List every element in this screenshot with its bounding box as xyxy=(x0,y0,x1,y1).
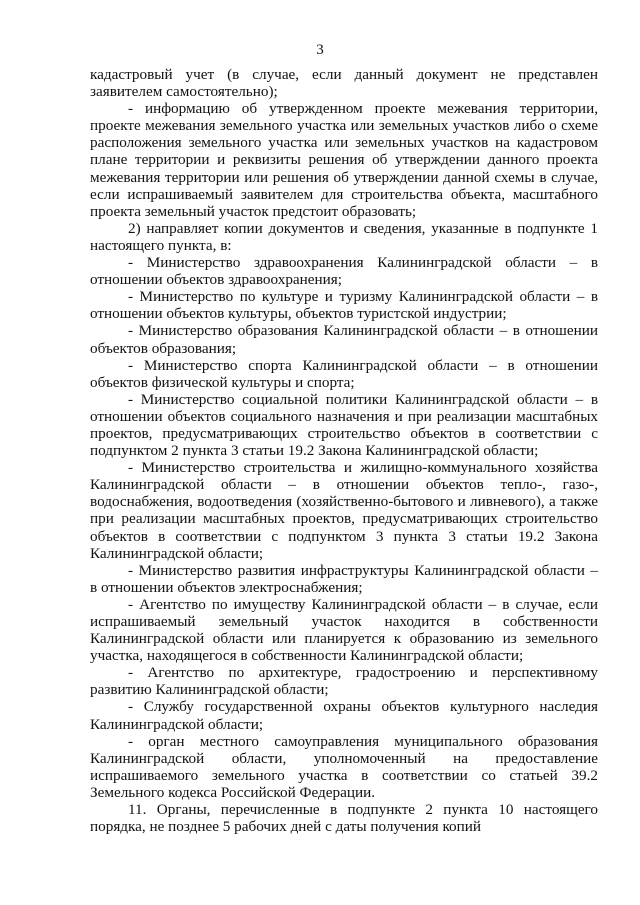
page-number: 3 xyxy=(316,42,324,58)
list-item-ministry-infrastructure: - Министерство развития инфраструктуры Калининградской области – в отношении объектов электроснабжения; xyxy=(90,561,598,596)
list-item-agency-architecture: - Агентство по архитектуре, градостроению и перспективному развитию Калининградской области; xyxy=(90,664,598,699)
list-item-ministry-construction-housing: - Министерство строительства и жилищно-коммунального хозяйства Калининградской области – в отношении объектов тепло-, газо-, водоснабжения, водоотведения (хозяйственно-бытового и ливневого), а также при реализации масштабных проектов, предусматривающих строительство объектов в соответствии с подпунктом 3 пункта 3 статьи 19.2 Закона Калининградской области; xyxy=(90,459,598,562)
paragraph-clause-11: 11. Органы, перечисленные в подпункте 2 пункта 10 настоящего порядка, не позднее 5 рабочих дней с даты получения копий xyxy=(90,801,598,836)
list-item-agency-property: - Агентство по имуществу Калининградской области – в случае, если испрашиваемый земельный участок находится в собственности Калининградской области или планируется к образованию из земельного участка, находящегося в собственности Калининградской области; xyxy=(90,595,598,665)
list-item-ministry-social-policy: - Министерство социальной политики Калининградской области – в отношении объектов социального назначения и при реализации масштабных проектов, предусматривающих строительство объектов в соответствии с подпунктом 2 пункта 3 статьи 19.2 Закона Калининградской области; xyxy=(90,390,598,460)
paragraph-survey-project-info: - информацию об утвержденном проекте межевания территории, проекте межевания земельного участка или земельных участков либо о схеме расположения земельного участка или земельных участков на кадастровом плане территории и реквизиты решения об утверждении данного проекта межевания территории или решения об утверждении данной схемы в случае, если испрашиваемый заявителем для строительства объекта, масштабного проекта земельный участок предстоит образовать; xyxy=(90,100,598,220)
list-item-ministry-culture-tourism: - Министерство по культуре и туризму Калининградской области – в отношении объектов культуры, объектов туристской индустрии; xyxy=(90,288,598,323)
paragraph-sends-copies: 2) направляет копии документов и сведения, указанные в подпункте 1 настоящего пункта, в: xyxy=(90,219,598,254)
list-item-ministry-sport: - Министерство спорта Калининградской области – в отношении объектов физической культуры и спорта; xyxy=(90,356,598,391)
list-item-service-cultural-heritage: - Службу государственной охраны объектов культурного наследия Калининградской области; xyxy=(90,698,598,733)
paragraph-cadastral-continuation: кадастровый учет (в случае, если данный документ не представлен заявителем самостоятельно); xyxy=(90,66,598,101)
list-item-ministry-health: - Министерство здравоохранения Калининградской области – в отношении объектов здравоохранения; xyxy=(90,254,598,289)
document-body xyxy=(90,66,598,835)
list-item-local-self-government: - орган местного самоуправления муниципального образования Калининградской области, уполномоченный на предоставление испрашиваемого земельного участка в соответствии со статьей 39.2 Земельного кодекса Российской Федерации. xyxy=(90,732,598,801)
list-item-ministry-education: - Министерство образования Калининградской области – в отношении объектов образования; xyxy=(90,322,598,357)
